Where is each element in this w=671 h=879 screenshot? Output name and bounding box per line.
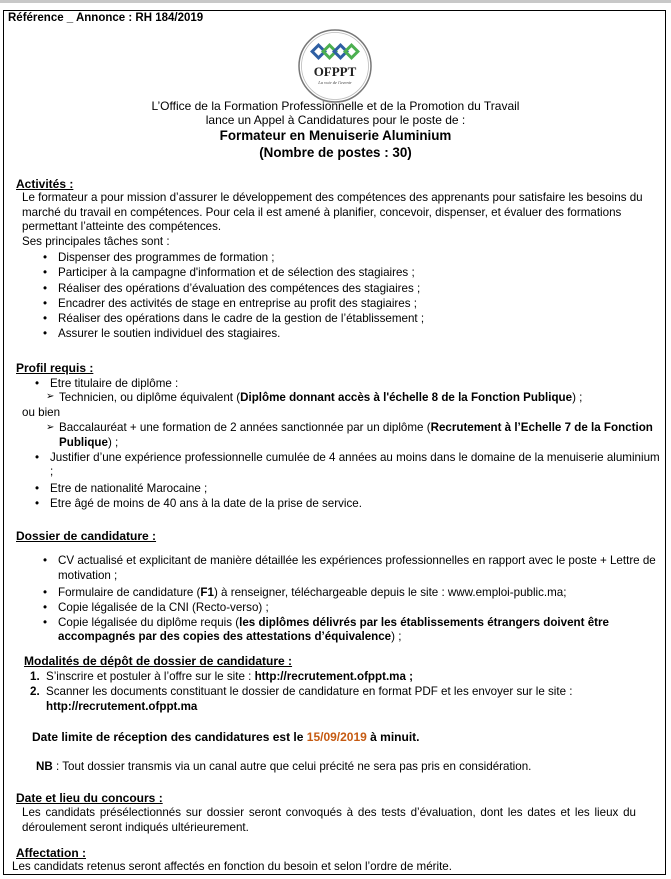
ofppt-logo-icon [297,28,373,104]
job-title: Formateur en Menuiserie Aluminium [219,128,452,143]
list-item: • Réaliser des opérations d’évaluation des compétences des stagiaires ; [58,281,658,296]
nb-text: : Tout dossier transmis via un canal autre que celui précité ne sera pas pris en considération. [52,760,532,773]
list-item: • CV actualisé et explicitant de manière détaillée les expériences professionnelles en rapport avec le poste + Lettre de motivation ; [58,554,662,583]
affectation-heading: Affectation : [16,846,86,860]
step-2-text: Scanner les documents constituant le dossier de candidature en format PDF et les envoyer sur le site : [46,685,573,699]
list-item: • Assurer le soutien individuel des stagiaires. [58,326,658,341]
step-number: 1. [30,670,40,683]
deadline-end: à minuit. [366,730,420,744]
option-1-bold: Diplôme donnant accès à l'échelle 8 de la Fonction Publique [240,391,573,404]
tasks-list [58,250,658,342]
tasks-label: Ses principales tâches sont : [22,235,170,248]
concours-heading: Date et lieu du concours : [16,791,163,805]
activites-heading: Activités : [16,177,74,191]
form-end: ) à renseigner, téléchargeable depuis le site : www.emploi-public.ma; [213,586,567,599]
dossier-list [58,554,662,645]
list-item: • Copie légalisée de la CNI (Recto-verso) ; [58,600,662,615]
diploma-text: Copie légalisée du diplôme requis ( [58,615,240,629]
list-item [58,585,662,600]
list-item [58,616,662,645]
deadline-line [32,730,420,744]
option-2-end: ) ; [107,435,119,449]
posts-count: (Nombre de postes : 30) [259,145,412,160]
form-text: Formulaire de candidature ( [58,586,201,599]
ou-bien: ou bien [22,406,61,419]
nb-label: NB [36,760,53,773]
list-item [30,669,662,684]
list-item: • Etre titulaire de diplôme : [50,376,650,391]
diploma-end: ) ; [391,630,402,644]
diploma-bold: les diplômes délivrés par les établissements étrangers doivent être accompagnés par des copies des attestations d’équivalence [58,615,609,644]
step-number: 2. [30,685,40,699]
activites-intro: Le formateur a pour mission d’assurer le développement des compétences des apprenants pour satisfaire les besoins du marché du travail en compétences. Pour cela il est amené à planifier, concevoir, dispenser, et évaluer des formations permettant l’atteinte des compétences. [22,191,643,233]
step-2-link: http://recrutement.ofppt.ma [46,700,198,714]
header-line-1: L’Office de la Formation Professionnelle et de la Promotion du Travail [151,99,520,113]
concours-text: Les candidats présélectionnés sur dossier seront convoqués à des tests d’évaluation, dont les dates et les lieux du déroulement seront indiqués ultérieurement. [22,806,636,834]
list-item: • Etre de nationalité Marocaine ; [50,481,662,496]
deadline-date: 15/09/2019 [306,730,367,744]
nb-note [36,760,531,773]
option-1-end: ) ; [572,391,583,404]
header-line-2: lance un Appel à Candidatures pour le poste de : [205,113,466,127]
dossier-heading: Dossier de candidature : [16,529,157,543]
deadline-text: Date limite de réception des candidatures est le [32,730,307,744]
logo-text: OFPPT [313,64,357,79]
logo-tagline: La voie de l'avenir [318,80,352,85]
list-item: • Justifier d’une expérience professionnelle cumulée de 4 années au moins dans le domaine de la menuiserie aluminium ; [50,451,662,479]
list-item: • Encadrer des activités de stage en entreprise au profit des stagiaires ; [58,296,658,311]
step-1-link: http://recrutement.ofppt.ma ; [254,670,414,683]
modalites-heading: Modalités de dépôt de dossier de candidature : [24,654,293,668]
list-item: • Etre âgé de moins de 40 ans à la date de la prise de service. [50,496,662,511]
option-2-text: Baccalauréat + une formation de 2 années sanctionnée par un diplôme ( [59,421,431,434]
profil-heading: Profil requis : [16,361,94,375]
modalites-list [30,669,662,714]
form-bold: F1 [200,586,214,599]
affectation-text: Les candidats retenus seront affectés en fonction du besoin et selon l’ordre de mérite. [12,860,452,873]
profil-option-1 [59,391,661,404]
option-2-bold: Recrutement à l’Echelle 7 de la Fonction Publique [59,421,653,449]
step-1-text: S’inscrire et postuler à l’offre sur le site : [46,670,255,683]
list-item: • Participer à la campagne d'information et de sélection des stagiaires ; [58,265,658,280]
reference-label: Référence _ Annonce : RH 184/2019 [8,12,204,24]
profil-list [50,451,662,512]
ofppt-logo [297,28,373,104]
profil-diplome-list [50,376,650,391]
profil-option-2 [59,421,661,450]
list-item: • Réaliser des opérations dans le cadre de la gestion de l’établissement ; [58,311,658,326]
list-item [30,684,662,714]
option-1-text: Technicien, ou diplôme équivalent ( [59,391,241,404]
list-item: • Dispenser des programmes de formation ; [58,250,658,265]
top-border-line [0,0,671,3]
